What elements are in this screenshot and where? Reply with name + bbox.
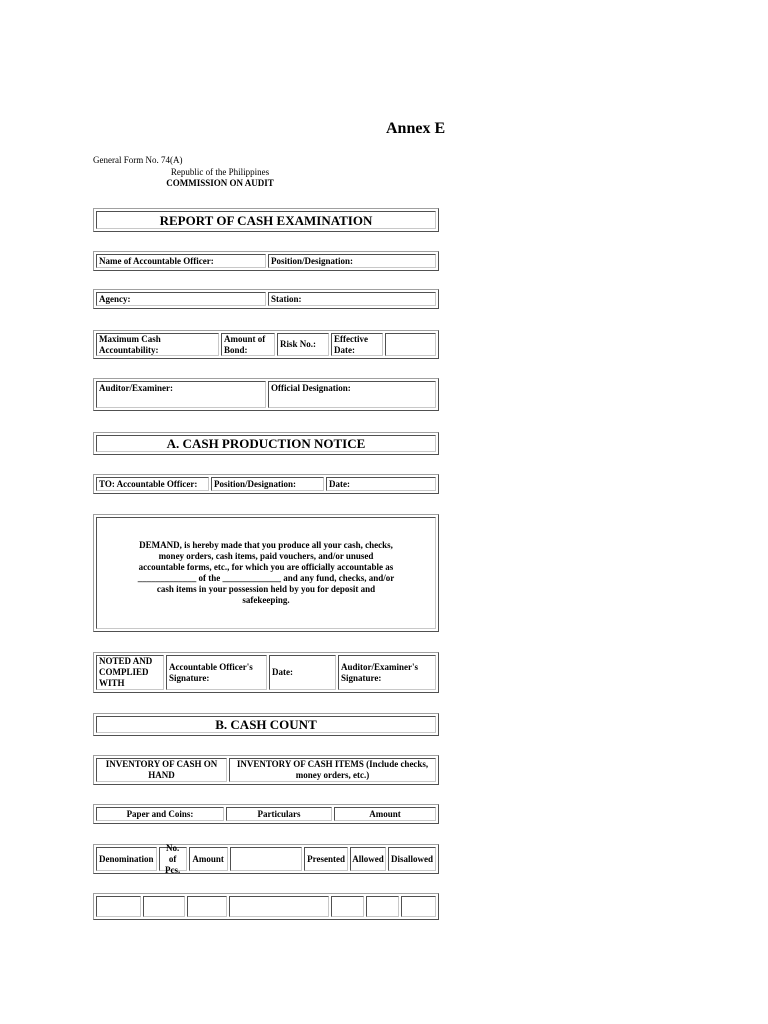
demand-box — [93, 514, 439, 632]
auditor-field: Auditor/Examiner: — [96, 381, 266, 408]
entry-cell[interactable] — [229, 896, 329, 917]
inventory-items-header: INVENTORY OF CASH ITEMS (Include checks, money orders, etc.) — [229, 758, 436, 782]
section-b-box — [93, 713, 439, 736]
entry-cell[interactable] — [187, 896, 227, 917]
accountability-row — [93, 330, 439, 359]
republic-label: Republic of the Philippines — [170, 167, 270, 177]
auditor-row — [93, 378, 439, 411]
noted-date-field: Date: — [269, 655, 336, 690]
entry-cell[interactable] — [331, 896, 364, 917]
blank-header — [230, 847, 303, 871]
particulars-header: Particulars — [226, 807, 332, 821]
commission-label: COMMISSION ON AUDIT — [166, 178, 274, 188]
amount-header: Amount — [334, 807, 436, 821]
allowed-header: Allowed — [350, 847, 386, 871]
report-title: REPORT OF CASH EXAMINATION — [96, 211, 436, 229]
notice-row — [93, 474, 439, 494]
disallowed-header: Disallowed — [388, 847, 436, 871]
header-block — [90, 167, 350, 189]
pcs-header: No. of Pcs. — [159, 847, 187, 871]
demand-text: DEMAND, is hereby made that you produce all your cash, checks, money orders, cash items, paid vouchers, and/or unused accountable forms, etc., for which you are officially accountable as _____________ of the _____________ and any fund, checks, and/or cash items in your possession held by you for deposit and safekeeping. — [96, 517, 436, 629]
form-number: General Form No. 74(A) — [93, 155, 183, 165]
inventory-cash-header: INVENTORY OF CASH ON HAND — [96, 758, 227, 782]
agency-row — [93, 289, 439, 309]
entry-cell[interactable] — [401, 896, 436, 917]
max-cash-field: Maximum Cash Accountability: — [96, 333, 219, 356]
presented-header: Presented — [304, 847, 348, 871]
count-header-row — [93, 804, 439, 824]
section-a-title: A. CASH PRODUCTION NOTICE — [96, 435, 436, 452]
entry-row — [93, 893, 439, 920]
officer-name-field: Name of Accountable Officer: — [96, 254, 266, 268]
officer-signature-field: Accountable Officer's Signature: — [166, 655, 267, 690]
risk-field: Risk No.: — [277, 333, 329, 356]
columns-row — [93, 844, 439, 874]
inventory-row — [93, 755, 439, 785]
notice-date-field: Date: — [326, 477, 436, 491]
report-title-box — [93, 208, 439, 232]
agency-field: Agency: — [96, 292, 266, 306]
entry-cell[interactable] — [143, 896, 185, 917]
noted-row — [93, 652, 439, 693]
entry-cell[interactable] — [96, 896, 141, 917]
notice-position-field: Position/Designation: — [211, 477, 324, 491]
blank-field — [385, 333, 436, 356]
bond-field: Amount of Bond: — [221, 333, 275, 356]
section-a-box — [93, 432, 439, 455]
section-b-title: B. CASH COUNT — [96, 716, 436, 733]
paper-coins-header: Paper and Coins: — [96, 807, 224, 821]
noted-field: NOTED AND COMPLIED WITH — [96, 655, 164, 690]
col-amount-header: Amount — [189, 847, 228, 871]
position-field: Position/Designation: — [268, 254, 436, 268]
designation-field: Official Designation: — [268, 381, 436, 408]
denomination-header: Denomination — [96, 847, 157, 871]
officer-row — [93, 251, 439, 271]
auditor-signature-field: Auditor/Examiner's Signature: — [338, 655, 436, 690]
notice-to-field: TO: Accountable Officer: — [96, 477, 209, 491]
effective-date-field: Effective Date: — [331, 333, 383, 356]
entry-cell[interactable] — [366, 896, 399, 917]
station-field: Station: — [268, 292, 436, 306]
annex-label: Annex E — [386, 120, 446, 137]
